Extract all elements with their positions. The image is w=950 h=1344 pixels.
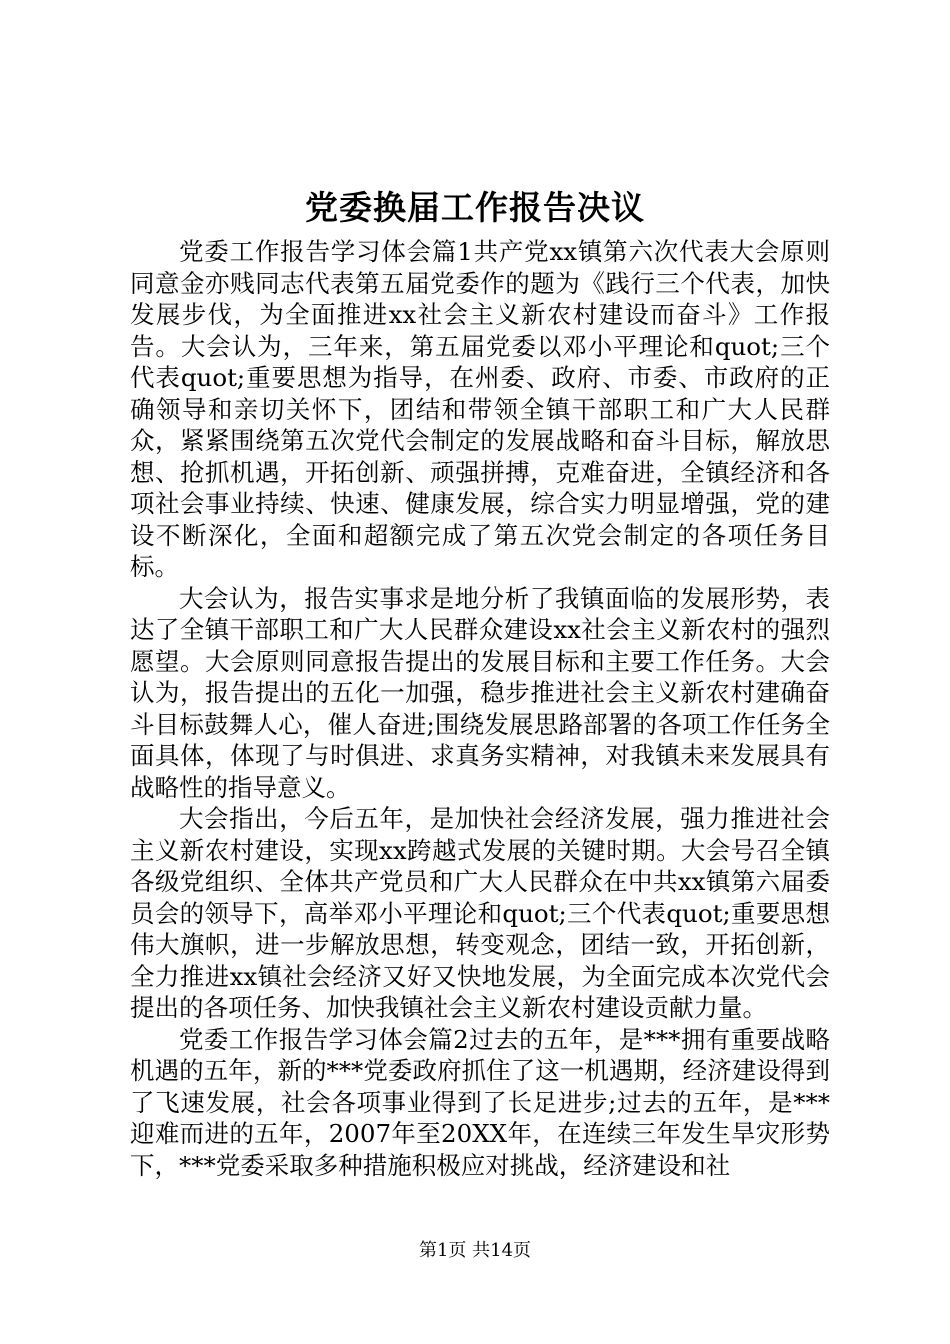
paragraph-3: 大会指出，今后五年，是加快社会经济发展，强力推进社会主义新农村建设，实现xx跨越式发展的关键时期。大会号召全镇各级党组织、全体共产党员和广大人民群众在中共xx镇第六届委员会的领导下，高举邓小平理论和quot;三个代表quot;重要思想伟大旗帜，进一步解放思想，转变观念，团结一致，开拓创新，全力推进xx镇社会经济又好又快地发展，为全面完成本次党代会提出的各项任务、加快我镇社会主义新农村建设贡献力量。 [130, 804, 830, 1022]
page-number-footer: 第1页 共14页 [418, 1240, 532, 1261]
document-body [130, 236, 830, 1181]
document-title: 党委换届工作报告决议 [305, 188, 645, 227]
paragraph-4: 党委工作报告学习体会篇2过去的五年，是***拥有重要战略机遇的五年，新的***党委政府抓住了这一机遇期，经济建设得到了飞速发展，社会各项事业得到了长足进步;过去的五年，是***迎难而进的五年，2007年至20XX年，在连续三年发生旱灾形势下，***党委采取多种措施积极应对挑战，经济建设和社 [130, 1024, 830, 1180]
paragraph-1: 党委工作报告学习体会篇1共产党xx镇第六次代表大会原则同意金亦贱同志代表第五届党委作的题为《践行三个代表，加快发展步伐，为全面推进xx社会主义新农村建设而奋斗》工作报告。大会认为，三年来，第五届党委以邓小平理论和quot;三个代表quot;重要思想为指导，在州委、政府、市委、市政府的正确领导和亲切关怀下，团结和带领全镇干部职工和广大人民群众，紧紧围绕第五次党代会制定的发展战略和奋斗目标，解放思想、抢抓机遇，开拓创新、顽强拼搏，克难奋进，全镇经济和各项社会事业持续、快速、健康发展，综合实力明显增强，党的建设不断深化，全面和超额完成了第五次党会制定的各项任务目标。 [130, 237, 830, 581]
paragraph-2: 大会认为，报告实事求是地分析了我镇面临的发展形势，表达了全镇干部职工和广大人民群众建设xx社会主义新农村的强烈愿望。大会原则同意报告提出的发展目标和主要工作任务。大会认为，报告提出的五化一加强，稳步推进社会主义新农村建确奋斗目标鼓舞人心，催人奋进;围绕发展思路部署的各项工作任务全面具体，体现了与时俱进、求真务实精神，对我镇未来发展具有战略性的指导意义。 [130, 583, 830, 802]
